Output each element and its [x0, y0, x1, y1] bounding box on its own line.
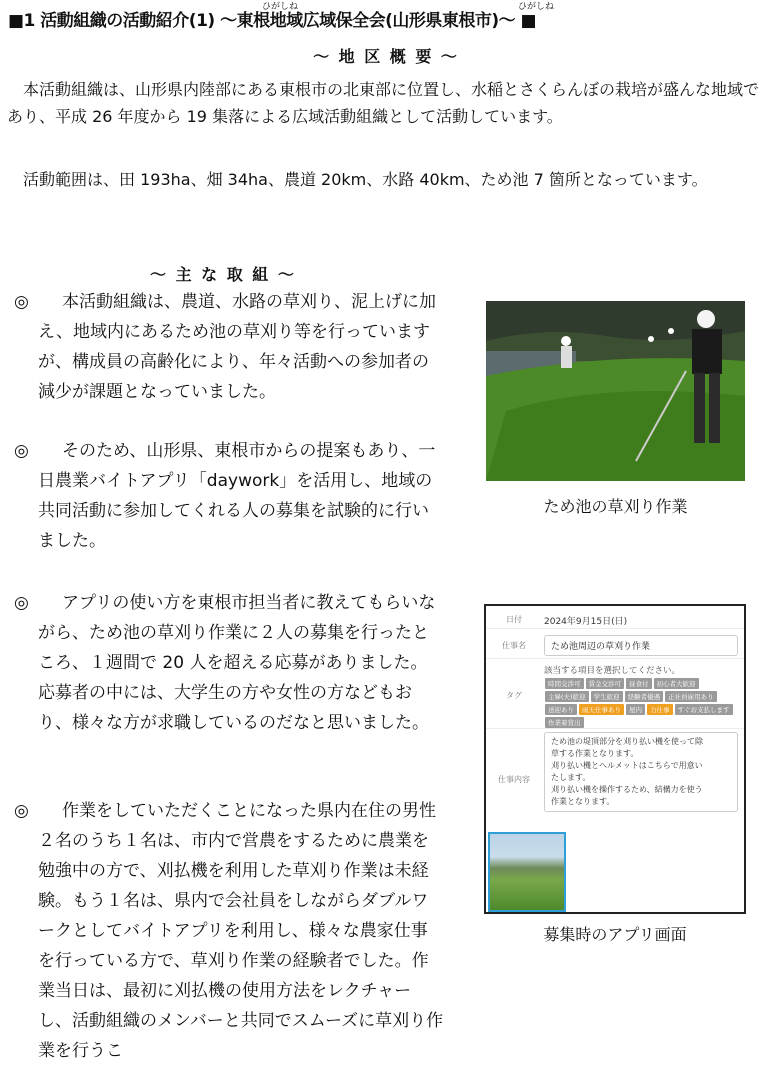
tag-chip[interactable]: 力仕事 [647, 704, 673, 715]
main-heading: ～ 主 な 取 組 ～ [150, 265, 296, 284]
tag-chip[interactable]: 昼食付 [626, 678, 652, 689]
job-name-field[interactable]: ため池周辺の草刈り作業 [544, 635, 738, 656]
tag-chip[interactable]: 雨天仕事あり [579, 704, 624, 715]
tag-chip[interactable]: 初心者大歓迎 [654, 678, 699, 689]
tag-prompt: 該当する項目を選択してください。 [544, 666, 681, 676]
content-label: 仕事内容 [498, 775, 530, 784]
tag-list [544, 677, 738, 729]
pond-mowing-photo [486, 301, 745, 481]
content-line: 刈り払い機を操作するため、結構力を使う [551, 785, 703, 794]
bullet-mark: ◎ [14, 441, 29, 461]
tag-chip[interactable]: 屋内 [626, 704, 645, 715]
overview-heading: ～ 地 区 概 要 ～ [313, 47, 459, 66]
overview-paragraph-1: 本活動組織は、山形県内陸部にある東根市の北東部に位置し、水稲とさくらんぼの栽培が盛んな地域であり、平成 26 年度から 19 集落による広域活動組織として活動しています。 [7, 80, 760, 126]
ruby-higashine-1: ひがしね [262, 2, 299, 12]
date-row [486, 610, 744, 629]
bullet-text-1: 本活動組織は、農道、水路の草刈り、泥上げに加え、地域内にあるため池の草刈り等を行っていますが、構成員の高齢化により、年々活動への参加者の減少が課題となっていました。 [38, 292, 436, 402]
bullet-item-1 [14, 287, 444, 407]
bullet-mark: ◎ [14, 801, 29, 821]
bullet-text-2: そのため、山形県、東根市からの提案もあり、一日農業バイトアプリ「daywork」を活用し、地域の共同活動に参加してくれる人の募集を試験的に行いました。 [38, 441, 436, 551]
bullet-mark: ◎ [14, 593, 29, 613]
tag-row [486, 662, 744, 729]
bullet-text-3: アプリの使い方を東根市担当者に教えてもらいながら、ため池の草刈り作業に２人の募集を行ったところ、１週間で 20 人を超える応募がありました。応募者の中には、大学生の方や女性の方などもおり、様々な方が求職しているのだなと思いました。 [38, 593, 436, 733]
app-caption: 募集時のアプリ画面 [543, 925, 687, 944]
tag-chip[interactable]: 送迎あり [545, 704, 577, 715]
app-screenshot [484, 604, 746, 914]
tag-chip[interactable]: 作業着貸出 [545, 717, 584, 728]
date-label: 日付 [506, 615, 522, 624]
photo-caption: ため池の草刈り作業 [543, 497, 688, 516]
content-line: ため池の堤頂部分を刈り払い機を使って除 [551, 737, 703, 746]
content-line: たします。 [551, 773, 591, 782]
ruby-higashine-2: ひがしね [518, 2, 555, 12]
tag-chip[interactable]: 主婦(夫)歓迎 [545, 691, 589, 702]
job-label: 仕事名 [502, 641, 526, 650]
content-line: 作業となります。 [551, 797, 615, 806]
tag-chip[interactable]: 学生歓迎 [591, 691, 623, 702]
tag-chip[interactable]: 正社員雇用あり [665, 691, 717, 702]
tag-chip[interactable]: 時間交渉可 [545, 678, 584, 689]
bullet-mark: ◎ [14, 292, 29, 312]
overview-paragraph-2: 活動範囲は、田 193ha、畑 34ha、農道 20km、水路 40km、ため池 7 箇所となっています。 [23, 170, 708, 189]
tag-chip[interactable]: すぐお支払します [675, 704, 733, 715]
bullet-item-4 [14, 796, 444, 1066]
content-line: 刈り払い機とヘルメットはこちらで用意い [551, 761, 703, 770]
content-row [486, 730, 744, 828]
job-row [486, 632, 744, 659]
date-value: 2024年9月15日(日) [544, 617, 628, 627]
tag-chip[interactable]: 経験者優遇 [625, 691, 664, 702]
content-line: 草する作業となります。 [551, 749, 639, 758]
bullet-item-3 [14, 588, 444, 738]
tag-label: タグ [506, 691, 522, 700]
bullet-text-4: 作業をしていただくことになった県内在住の男性２名のうち１名は、市内で営農をするために農業を勉強中の方で、刈払機を利用した草刈り作業は未経験。もう１名は、県内で会社員をしながらダブルワークとしてバイトアプリを利用し、様々な農家仕事を行っている方で、草刈り作業の経験者でした。作業当日は、最初に刈払機の使用方法をレクチャーし、活動組織のメンバーと共同でスムーズに草刈り作業を行うこ [38, 801, 444, 1061]
tag-chip[interactable]: 賃金交渉可 [586, 678, 625, 689]
bullet-item-2 [14, 436, 444, 556]
page-title: ■1 活動組織の活動紹介(1) ～東根地域広域保全会(山形県東根市)～ ■ [8, 11, 537, 31]
job-photo-thumbnail[interactable] [488, 832, 566, 912]
pond-mowing-illustration [486, 301, 745, 481]
tag-selector [544, 664, 738, 729]
job-content-field[interactable] [544, 732, 738, 812]
